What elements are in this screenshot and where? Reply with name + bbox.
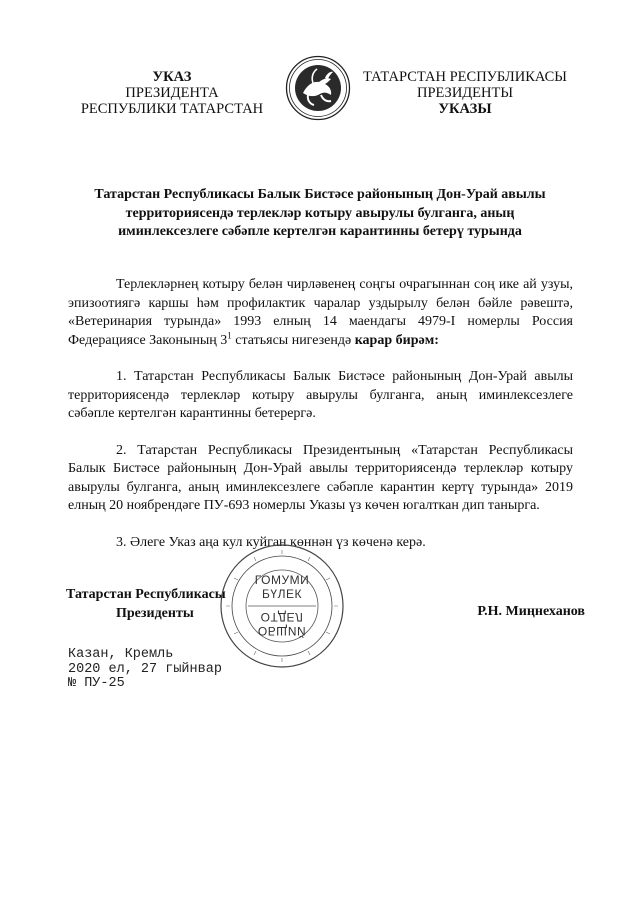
intro-text-cont: статьясы нигезендә <box>231 332 355 348</box>
title-line-3: иминлексезлеге сәбәпле кертелгән карантинны бетерү турында <box>118 224 522 239</box>
intro-decision: карар бирәм: <box>354 332 439 348</box>
footer-date: 2020 ел, 27 гыйнвар <box>68 661 222 677</box>
signature-position-line2: Президенты <box>116 606 194 621</box>
document-body <box>68 276 573 552</box>
stamp-line-3: ОТДЕЛ <box>260 610 304 624</box>
document-footer <box>68 648 288 692</box>
intro-text: Терлекләрнең котыру белән чирләвенең соңгы очрагыннан соң ике ай узуы, эпизоотиягә каршы һәм профилактик чаралар уздырылу белән бәйле рәвештә, «Ветеринария турында» 1993 елның 14 маендагы 4979-I номерлы Россия Федерациясе Законының 3 <box>68 277 573 348</box>
intro-paragraph <box>68 276 573 350</box>
document-title <box>60 186 580 242</box>
footer-number: № ПУ-25 <box>68 676 125 691</box>
stamp-line-4: ОБЩИЙ <box>257 624 307 638</box>
coat-of-arms-emblem-icon <box>285 55 351 121</box>
signatory-name: Р.Н. Миңнеханов <box>477 604 585 619</box>
header-right-line1: ТАТАРСТАН РЕСПУБЛИКАСЫ <box>363 69 567 85</box>
title-line-2: территориясендә терлекләр котыру авырулы булганга, аның <box>125 205 515 221</box>
header-left-line2: ПРЕЗИДЕНТА <box>125 85 219 101</box>
header-left-title: УКАЗ <box>152 69 192 85</box>
stamp-line-2: БҮЛЕК <box>262 587 302 601</box>
header-right-line2: ПРЕЗИДЕНТЫ <box>416 85 514 101</box>
header-right-block <box>355 69 575 117</box>
footer-place: Казан, Кремль <box>68 647 174 662</box>
signature-position-line1: Татарстан Республикасы <box>66 587 226 602</box>
header-left-block <box>62 69 282 117</box>
intro-superscript: 1 <box>227 329 232 340</box>
item-3: 3. Әлеге Указ аңа кул куйган көннән үз көченә керә. <box>116 534 426 550</box>
item-2: 2. Татарстан Республикасы Президентының «Татарстан Республикасы Балык Бистәсе районының Дон-Урай авылы территориясендә терлекләр котыру авырулы булганга, аның иминлексезлеге сәбәпле карантин кертү турында» 2019 елның 20 ноябрендәге ПУ-693 номерлы Указы үз көчен югалткан дип танырга. <box>68 442 573 513</box>
title-line-1: Татарстан Республикасы Балык Бистәсе районының Дон-Урай авылы <box>94 187 546 202</box>
header-left-line3: РЕСПУБЛИКИ ТАТАРСТАН <box>80 101 264 117</box>
item-1: 1. Татарстан Республикасы Балык Бистәсе районының Дон-Урай авылы территориясендә терлекләр котыру авырулы булганга, аның иминлексезлеге сәбәпле кертелгән карантинны бетерергә. <box>68 369 573 421</box>
stamp-line-1: ГОМУМИ <box>254 573 310 587</box>
header-right-title: УКАЗЫ <box>438 101 492 117</box>
